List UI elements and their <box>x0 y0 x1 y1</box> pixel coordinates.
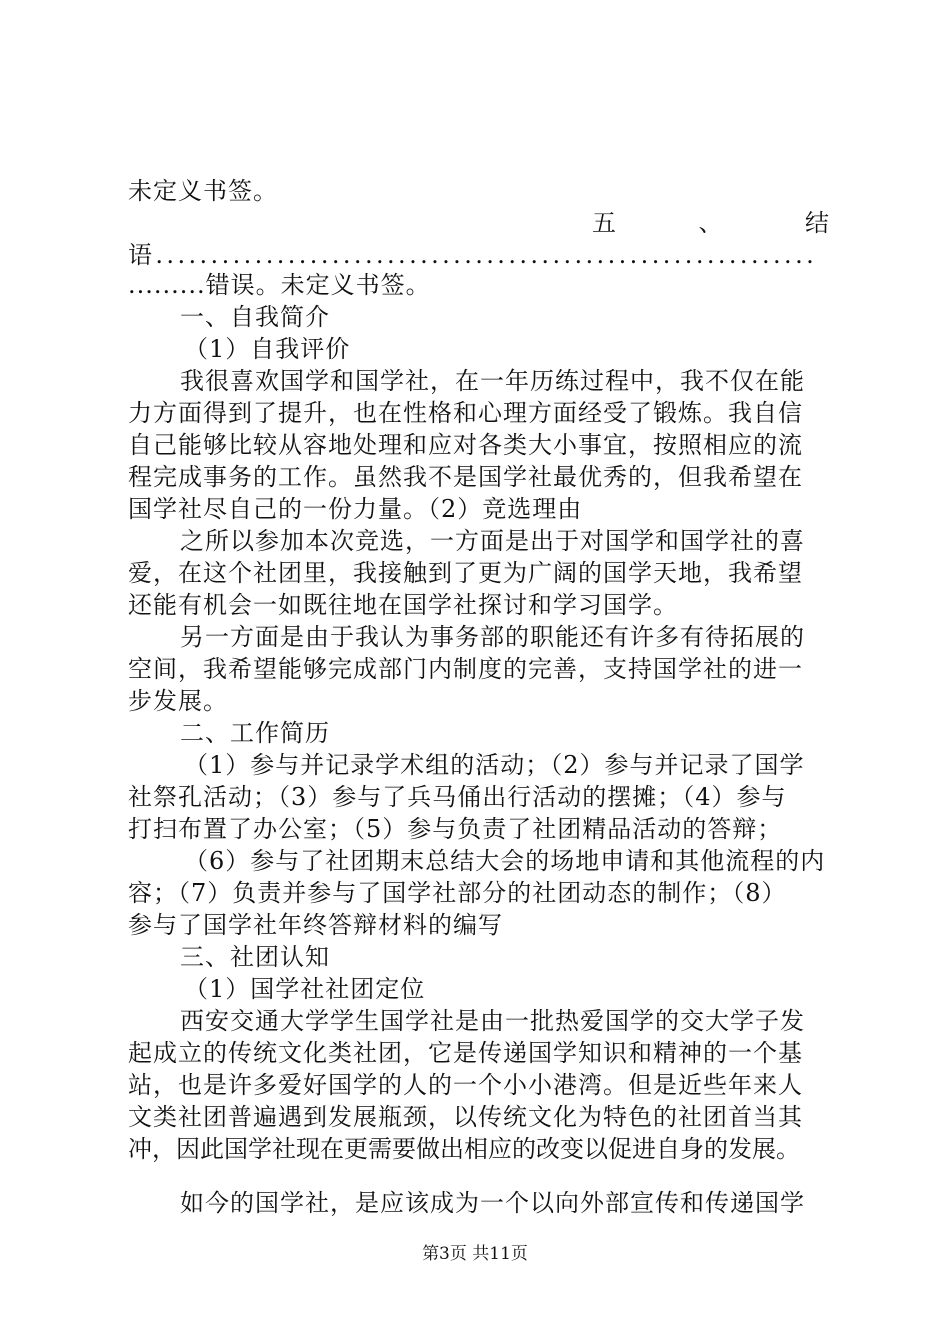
paragraph-line: 站，也是许多爱好国学的人的一个小小港湾。但是近些年来人 <box>128 1071 803 1099</box>
paragraph-line: 冲，因此国学社现在更需要做出相应的改变以促进自身的发展。 <box>128 1135 800 1163</box>
paragraph-line: 力方面得到了提升，也在性格和心理方面经受了锻炼。我自信 <box>128 399 803 427</box>
paragraph-line: 起成立的传统文化类社团，它是传递国学知识和精神的一个基 <box>128 1039 803 1067</box>
paragraph-line: 空间，我希望能够完成部门内制度的完善，支持国学社的进一 <box>128 655 803 683</box>
paragraph-line: 国学社尽自己的一份力量。（2）竞选理由 <box>128 495 583 523</box>
paragraph-line: 如今的国学社，是应该成为一个以向外部宣传和传递国学 <box>180 1189 805 1217</box>
subsection-heading: （1）国学社社团定位 <box>184 975 426 1003</box>
section-heading: 三、社团认知 <box>180 943 330 971</box>
paragraph-line: 步发展。 <box>128 687 228 715</box>
paragraph-line: 爱，在这个社团里，我接触到了更为广阔的国学天地，我希望 <box>128 559 803 587</box>
toc-char: 结 <box>805 209 830 237</box>
toc-line: 未定义书签。 <box>128 177 278 205</box>
paragraph-line: 文类社团普遍遇到发展瓶颈，以传统文化为特色的社团首当其 <box>128 1103 803 1131</box>
paragraph-line: 打扫布置了办公室；（5）参与负责了社团精品活动的答辩； <box>128 815 783 843</box>
paragraph-line: 社祭孔活动；（3）参与了兵马俑出行活动的摆摊；（4）参与 <box>128 783 787 811</box>
subsection-heading: （1）自我评价 <box>184 335 351 363</box>
toc-leader-line: 语............................................................ <box>128 241 818 269</box>
paragraph-line: 另一方面是由于我认为事务部的职能还有许多有待拓展的 <box>180 623 805 651</box>
page-number: 第3页 共11页 <box>422 1244 528 1264</box>
paragraph-line: 自己能够比较从容地处理和应对各类大小事宜，按照相应的流 <box>128 431 803 459</box>
paragraph-line: 西安交通大学学生国学社是由一批热爱国学的交大学子发 <box>180 1007 805 1035</box>
section-heading: 二、工作简历 <box>180 719 330 747</box>
toc-leader-line: .........错误。未定义书签。 <box>128 271 431 299</box>
paragraph-line: 容；（7）负责并参与了国学社部分的社团动态的制作；（8） <box>128 879 787 907</box>
paragraph-line: 参与了国学社年终答辩材料的编写 <box>128 911 503 939</box>
toc-entry-five <box>128 206 830 240</box>
paragraph-line: 之所以参加本次竞选，一方面是出于对国学和国学社的喜 <box>180 527 805 555</box>
paragraph-line: （1）参与并记录学术组的活动；（2）参与并记录了国学 <box>184 751 805 779</box>
section-heading: 一、自我简介 <box>180 303 330 331</box>
toc-char: 、 <box>698 209 724 237</box>
paragraph-line: 我很喜欢国学和国学社，在一年历练过程中，我不仅在能 <box>180 367 805 395</box>
toc-char: 五 <box>592 209 617 237</box>
paragraph-line: （6）参与了社团期末总结大会的场地申请和其他流程的内 <box>184 847 826 875</box>
paragraph-line: 还能有机会一如既往地在国学社探讨和学习国学。 <box>128 591 678 619</box>
paragraph-line: 程完成事务的工作。虽然我不是国学社最优秀的，但我希望在 <box>128 463 803 491</box>
